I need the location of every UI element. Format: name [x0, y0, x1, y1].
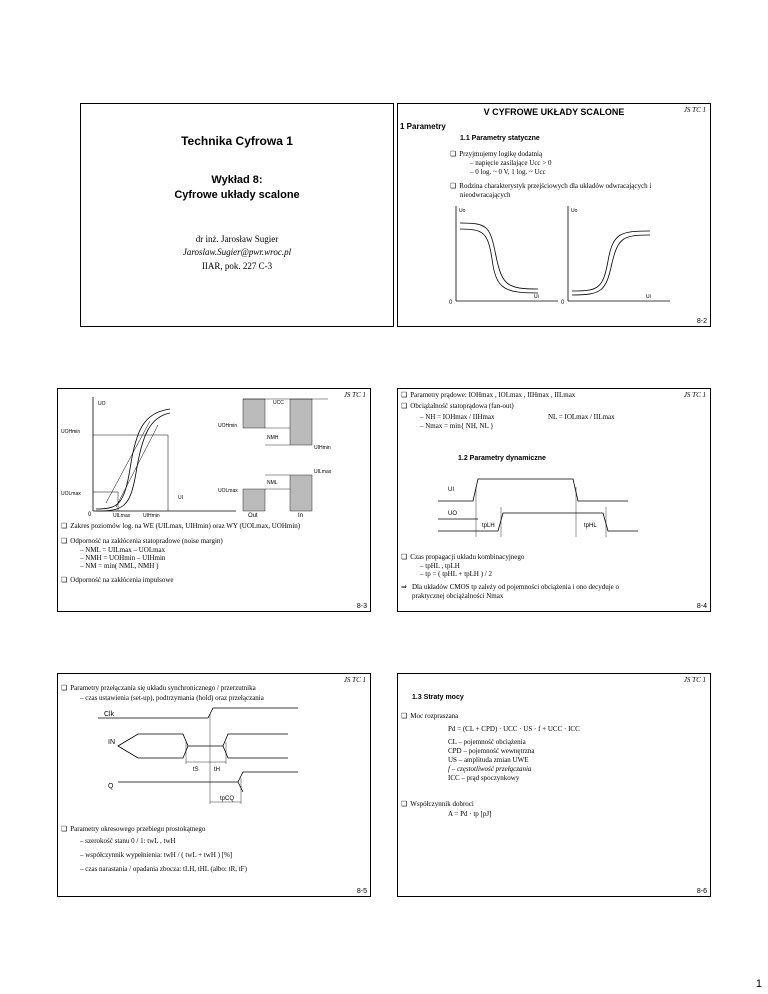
- bullet-periodic: ❏ Parametry okresowego przebiegu prostokątnego: [61, 825, 205, 834]
- ui-signal-label: UI: [448, 487, 454, 493]
- inverting-origin: 0: [449, 300, 453, 306]
- slide-number: 8-5: [356, 888, 367, 895]
- slide-number: 8-6: [696, 888, 707, 895]
- uilmax-bar-label: UILmax: [314, 469, 332, 475]
- power-formula: Pd = (CL + CPD) · UCC · US · f + UCC · ICC: [448, 725, 580, 733]
- bullet-propagation: ❏ Czas propagacji układu kombinacyjnego: [401, 553, 524, 562]
- email: Jaroslaw.Sugier@pwr.wroc.pl: [182, 247, 292, 257]
- slide-number: 8-2: [696, 318, 707, 325]
- slide-tag: JS TC 1: [683, 106, 706, 114]
- slide-2: [397, 103, 711, 327]
- tplh-label: tpLH: [482, 523, 495, 529]
- x-uihmin-label: UIHmin: [143, 513, 160, 519]
- nmh-formula: – NMH = UOHmin – UIHmin: [80, 554, 166, 562]
- quality-formula: A = Pd · tp [pJ]: [448, 810, 492, 818]
- uo-signal-label: UO: [448, 511, 457, 517]
- bullet-quality: ❏ Współczynnik dobroci: [401, 800, 474, 809]
- slide-6: [397, 673, 711, 897]
- bullet-noise-margin: ❏ Odporność na zakłócenia statopradowe (noise margin): [61, 537, 223, 546]
- bullet-positive-logic: ❏ Przyjmujemy logikę dodatnią: [450, 150, 542, 159]
- author: dr inż. Jarosław Sugier: [195, 234, 279, 244]
- uohmin-label: UOHmin: [61, 429, 81, 435]
- th-label: tH: [214, 767, 220, 773]
- rise-fall: – czas narastania / opadania zbocza: tLH, tHL (albo: tR, tF): [80, 865, 247, 873]
- bullet-impulse: ❏ Odporność na zakłócenia impulsowe: [61, 576, 174, 585]
- slide-4: [397, 388, 711, 612]
- slide-5: [57, 673, 371, 897]
- icc-desc: ICC – prąd spoczynkowy: [448, 774, 520, 782]
- out-label: Out: [248, 513, 258, 519]
- q-label: Q: [108, 783, 114, 790]
- ui-label: UI: [178, 495, 183, 501]
- us-desc: US – amplituda zmian UWE: [448, 756, 529, 764]
- tp-formula: – tp = ( tpHL + tpLH ) / 2: [420, 570, 492, 578]
- bullet-supply: – napięcie zasilające Ucc > 0: [470, 159, 552, 167]
- slide-1: [80, 103, 394, 327]
- subsection-dynamic: 1.2 Parametry dynamiczne: [458, 455, 546, 462]
- chapter-title: V CYFROWE UKŁADY SCALONE: [483, 107, 625, 117]
- inverting-graph: [449, 206, 558, 306]
- origin: 0: [88, 512, 92, 518]
- slide-number: 8-3: [356, 603, 367, 610]
- noninverting-ui-label: Ui: [646, 294, 651, 300]
- bullet-characteristics: ❏ Rodzina charakterystyk przejściowych dla układów odwracających i: [450, 182, 651, 191]
- office: IIAR, pok. 227 C-3: [201, 261, 273, 271]
- width-param: – szerokość stanu 0 / 1: twL , twH: [80, 837, 176, 845]
- tp-params: – tpHL , tpLH: [420, 562, 460, 570]
- slide-tag: JS TC 1: [683, 391, 706, 399]
- noninverting-uo-label: Uo: [571, 208, 578, 214]
- slide-3: [57, 388, 371, 612]
- propagation-timing-diagram: [398, 467, 710, 537]
- transfer-graph: [61, 397, 236, 519]
- cpd-desc: CPD – pojemność wewnętrzna: [448, 747, 535, 755]
- bullet-sync-params: ❏ Parametry przełączania się układu synchronicznego / przerzutnika: [61, 684, 256, 693]
- in-label: In: [298, 513, 304, 519]
- uolmax-bar-label: UOLmax: [218, 488, 238, 494]
- nh-formula: – NH = IOHmax / IIHmax: [420, 413, 495, 421]
- noise-margin-diagram: [58, 389, 370, 519]
- noninverting-graph: [561, 206, 670, 306]
- nl-formula: NL = IOLmax / IILmax: [548, 413, 615, 421]
- nm-formula: – NM = min( NML, NMH ): [80, 562, 159, 570]
- nmax-formula: – Nmax = min{ NH, NL }: [420, 422, 494, 430]
- lecture-topic: Cyfrowe układy scalone: [174, 189, 300, 201]
- nml-label: NML: [267, 480, 278, 486]
- tphl-label: tpHL: [584, 523, 597, 529]
- bullet-power: ❏ Moc rozpraszana: [401, 712, 458, 721]
- nmh-label: NMH: [267, 435, 279, 441]
- x-uilmax-label: UILmax: [113, 513, 131, 519]
- uolmax-label: UOLmax: [61, 491, 81, 497]
- bullet-current-params: ❏ Parametry prądowe: IOHmax , IOLmax , IIHmax , IILmax: [401, 391, 575, 400]
- ts-label: tS: [193, 767, 199, 773]
- inverting-ui-label: Ui: [534, 294, 539, 300]
- level-bars: [218, 399, 332, 519]
- noninverting-origin: 0: [561, 300, 565, 306]
- cmos-note: Dla układów CMOS tp zależy od pojemności obciążenia i ono decyduje o: [412, 583, 620, 591]
- page-number: 1: [755, 978, 762, 990]
- subsection-title: 1.1 Parametry statyczne: [460, 135, 540, 142]
- setup-hold-desc: – czas ustawienia (set-up), podtrzymania (hold) oraz przełączania: [80, 694, 264, 702]
- in-label: IN: [108, 739, 115, 746]
- course-title: Technika Cyfrowa 1: [181, 134, 293, 148]
- cl-desc: CL – pojemność obciążenia: [448, 738, 526, 746]
- cmos-note-cont: praktycznej obciążalności Nmax: [412, 592, 504, 600]
- slide-tag: JS TC 1: [343, 391, 366, 399]
- uohmin-bar-label: UOHmin: [218, 423, 238, 429]
- duty-cycle: – współczynnik wypełnienia: twH / ( twL + twH ) [%]: [80, 851, 233, 859]
- clk-label: Clk: [104, 711, 115, 718]
- setup-hold-timing-diagram: [58, 704, 370, 814]
- bullet-fanout: ❏ Obciążalność statoprądowa (fan-out): [401, 402, 514, 411]
- lecture-number: Wykład 8:: [211, 174, 263, 186]
- bullet-levels: ❏ Zakres poziomów log. na WE (UILmax, UIHmin) oraz WY (UOLmax, UOHmin): [61, 522, 300, 531]
- slide-tag: JS TC 1: [343, 676, 366, 684]
- arrow-symbol: ⇒: [401, 583, 407, 591]
- section-title: 1 Parametry: [400, 122, 446, 131]
- uihmin-bar-label: UIHmin: [314, 445, 331, 451]
- slide-tag: JS TC 1: [683, 676, 706, 684]
- uo-label: UO: [98, 401, 106, 407]
- inverting-uo-label: Uo: [459, 208, 466, 214]
- f-desc: f – częstotliwość przełączania: [448, 765, 532, 773]
- bullet-characteristics-cont: nieodwracających: [460, 191, 511, 199]
- nml-formula: – NML = UILmax – UOLmax: [80, 546, 166, 554]
- tpcq-label: tpCQ: [220, 796, 235, 802]
- transfer-characteristics-graph: [438, 201, 678, 306]
- bullet-levels: – 0 log. ~ 0 V, 1 log. ~ Ucc: [470, 168, 546, 176]
- subsection-power: 1.3 Straty mocy: [412, 694, 464, 701]
- slide-number: 8-4: [696, 603, 707, 610]
- ucc-label: UCC: [273, 400, 284, 406]
